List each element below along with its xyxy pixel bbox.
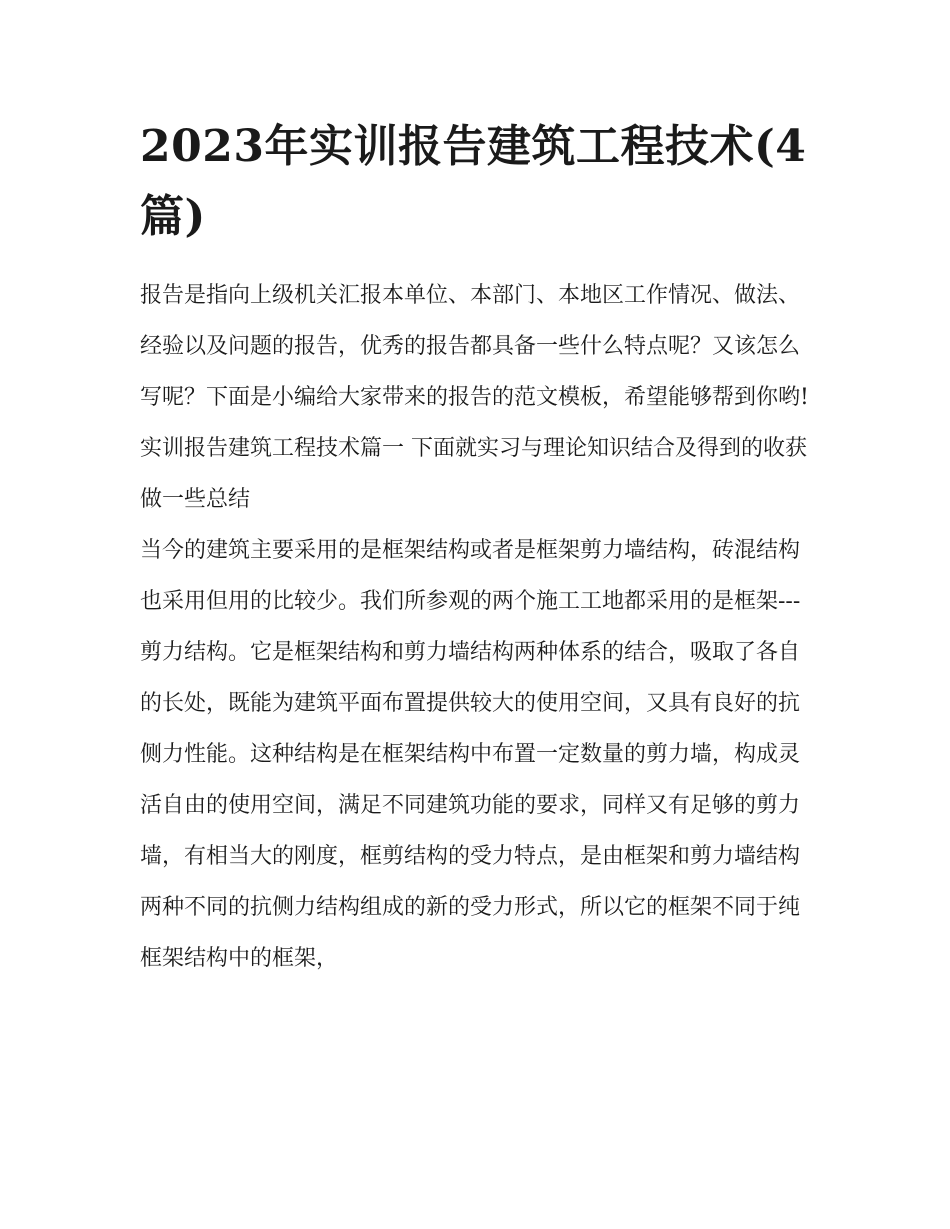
paragraph-frame-shear-wall: 剪力结构。它是框架结构和剪力墙结构两种体系的结合，吸取了各自的长处，既能为建筑平面布置提供较大的使用空间，又具有良好的抗侧力性能。这种结构是在框架结构中布置一定数量的剪力墙，构成灵活自由的使用空间，满足不同建筑功能的要求，同样又有足够的剪力墙，有相当大的刚度，框剪结构的受力特点，是由框架和剪力墙结构两种不同的抗侧力结构组成的新的受力形式，所以它的框架不同于纯框架结构中的框架， — [140, 640, 801, 971]
document-page — [140, 112, 815, 984]
paragraph-intro: 报告是指向上级机关汇报本单位、本部门、本地区工作情况、做法、经验以及问题的报告，优秀的报告都具备一些什么特点呢？又该怎么写呢？下面是小编给大家带来的报告的范文模板，希望能够帮到你哟! — [140, 283, 809, 410]
document-title: 2023年实训报告建筑工程技术(4篇) — [140, 121, 807, 242]
paragraph-section-one-heading: 实训报告建筑工程技术篇一 下面就实习与理论知识结合及得到的收获做一些总结 — [140, 436, 807, 512]
paragraph-structure-types: 当今的建筑主要采用的是框架结构或者是框架剪力墙结构，砖混结构也采用但用的比较少。我们所参观的两个施工工地都采用的是框架--- — [140, 538, 801, 614]
